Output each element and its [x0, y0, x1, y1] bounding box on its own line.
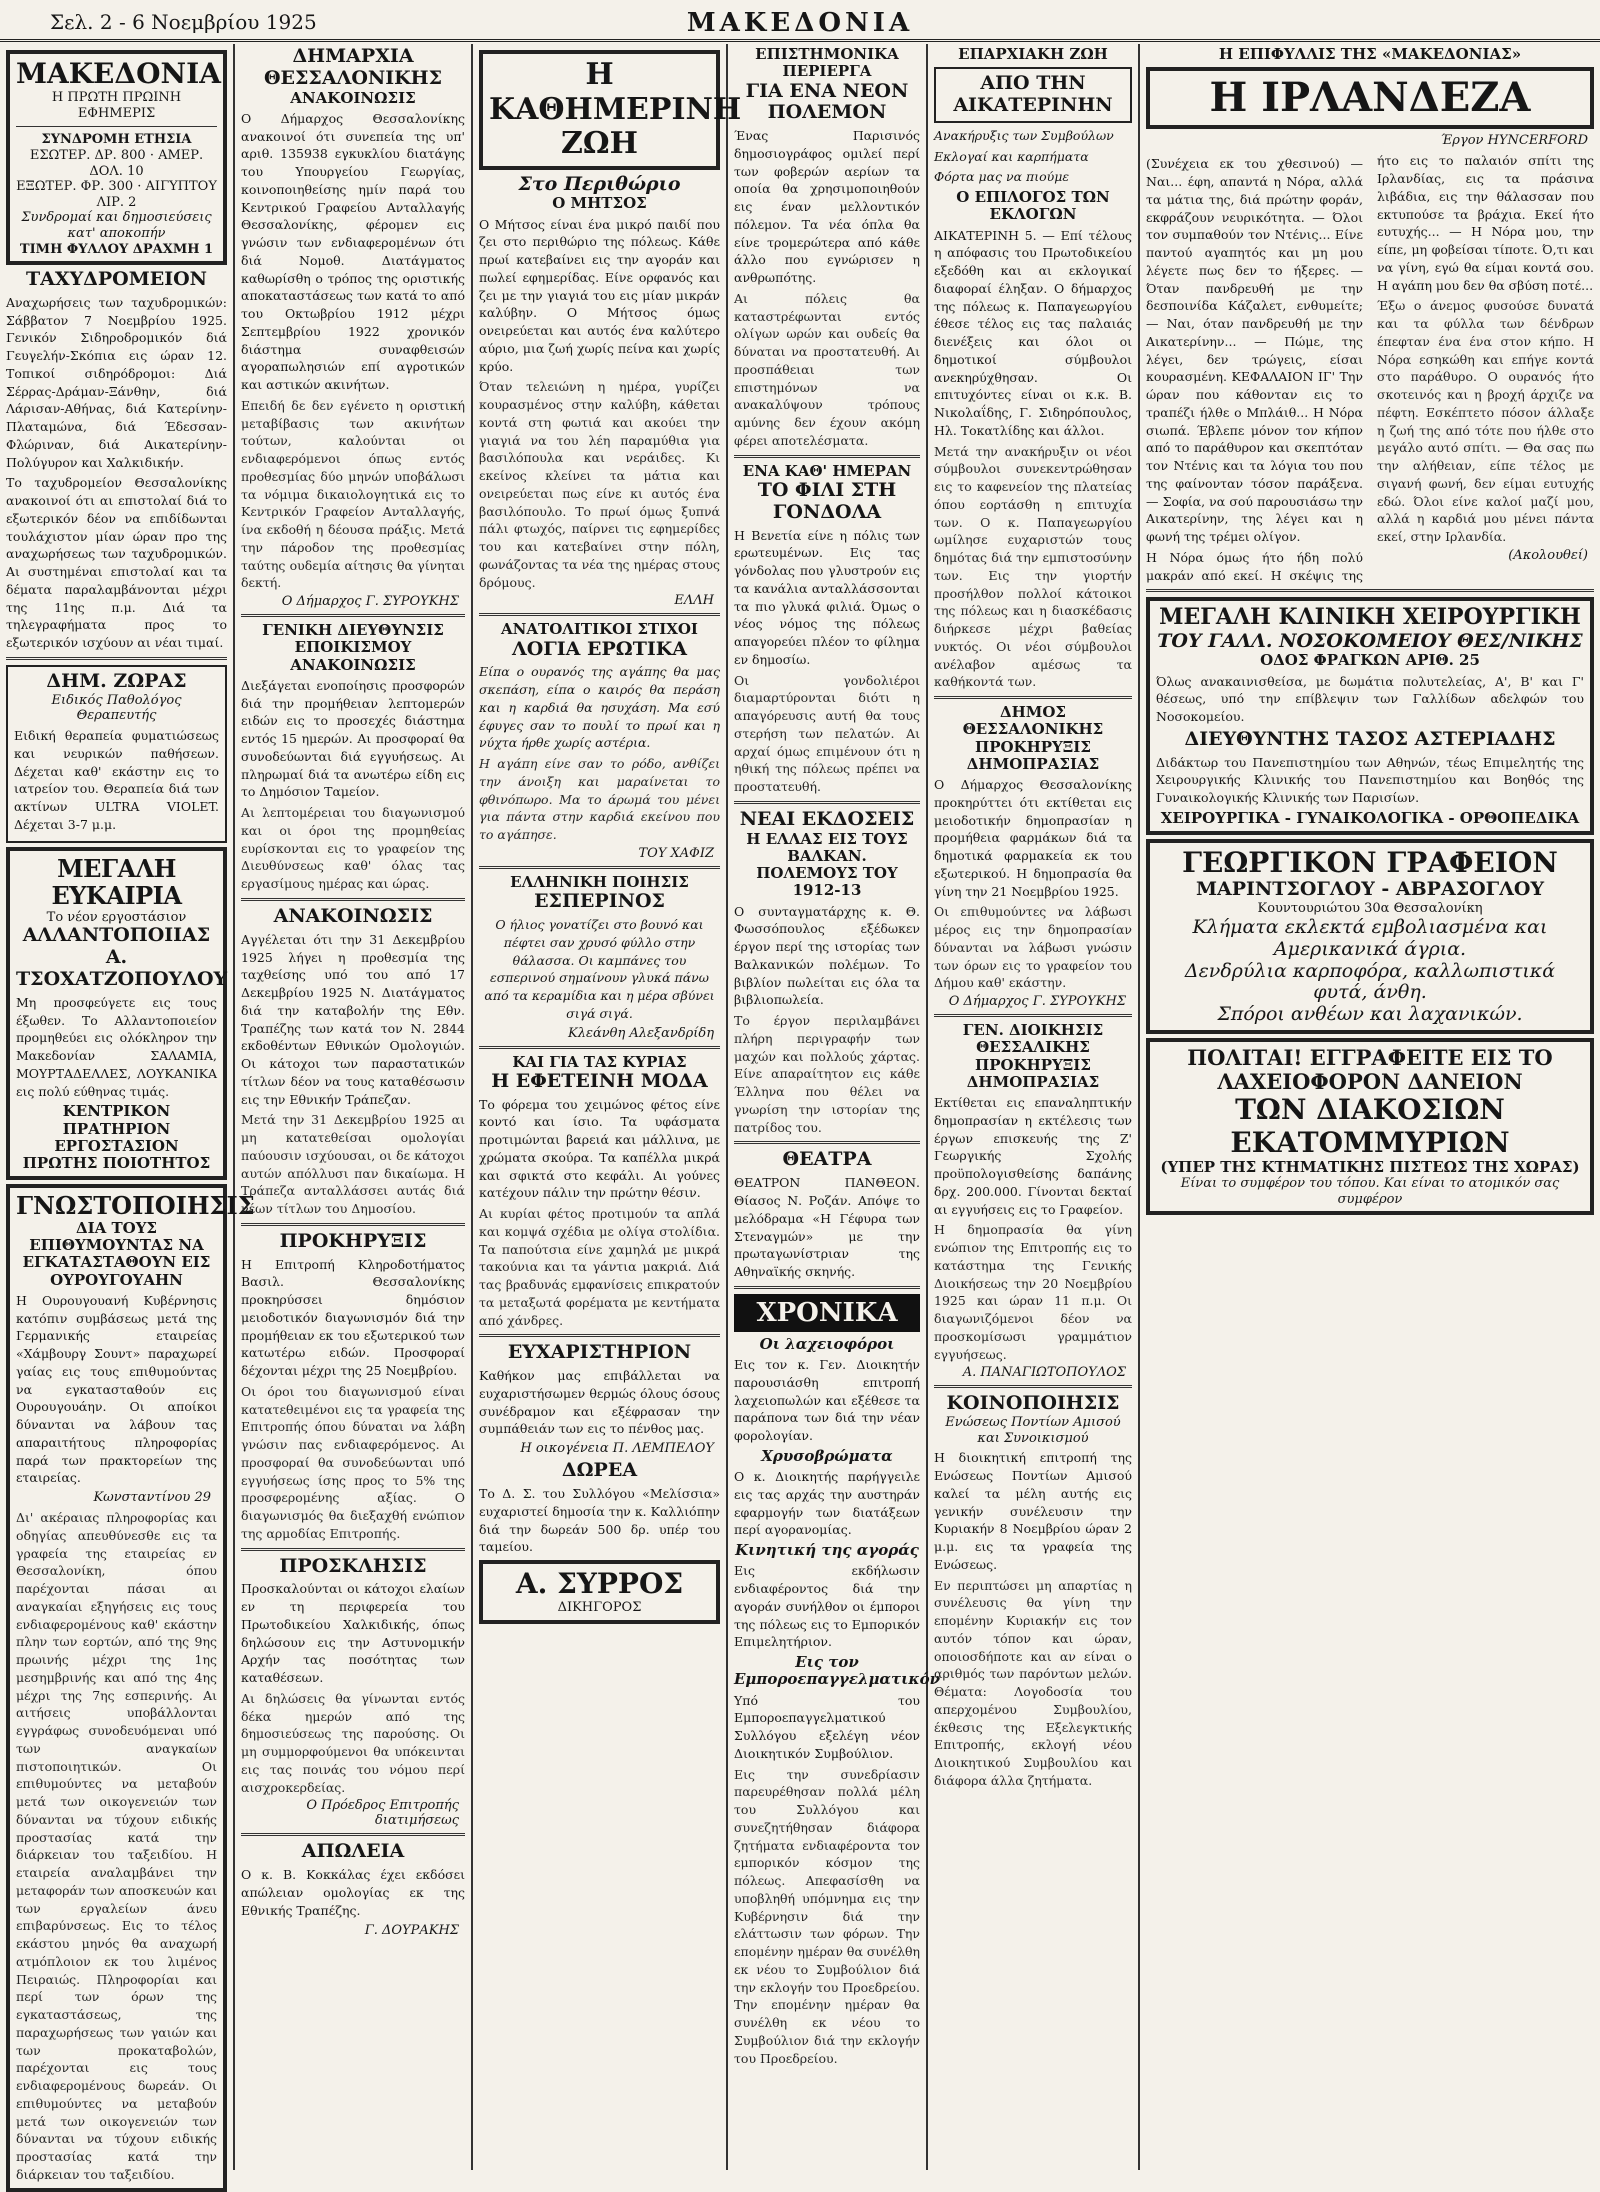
science-body: Ένας Παρισινός δημοσιογράφος ομιλεί περί των φοβερών αερίων τα οποία θα χρησιμοποιηθούν εις έναν μελλοντικόν πόλεμον. Τα νέα όπλα θα είνε τρομερώτερα από κάθε άλλο που εγνώρισεν η ανθρωπότης. [734, 128, 920, 286]
loan-main: ΤΩΝ ΔΙΑΚΟΣΙΩΝ ΕΚΑΤΟΜΜΥΡΙΩΝ [1230, 1093, 1510, 1159]
circular-body: Η διοικητική επιτροπή της Ενώσεως Ποντίων Αμισού καλεί τα μέλη αυτής εις γενικήν συνέλευσιν την Κυριακήν 8 Νοεμβρίου ώραν 2 μ.μ. εις τα γραφεία της Ενώσεως. [934, 1450, 1132, 1572]
serial-text: (Συνέχεια εκ του χθεσινού) — Ναι... έφη, απαντά η Νόρα, αλλά τα μάτια της, διά πρώτην φοράν, εκφράζουν νευρικότητα. — Όλοι τον συμπαθούν τον Ντένις... Είνε παντού αγαπητός και μη μου λέγετε πως δεν το ήξερες. — Όταν πανδρευθή με την δεσποινίδα Κάζαλετ, ενθυμείτε; — Ναι, όταν πανδρευθή με την Αικατερίνην... — Πώμε, της λέγει, δεν τρώγεις, είσαι κουρασμένη. ΚΕΦΑΛΑΙΟΝ ΙΓ' Την ώραν που κάθονταν εις το τραπέζι ήλθε ο Μπλάιθ... Η Νόρα σιωπά. Έβλεπε μόνον τον κήπον από το παράθυρον και σκεπτόταν τον Ντένις και τα λόγια του που της φαίνονταν τόσον παράξενα. — Σοφία, να σού παρουσιάσω την Αικατερίνην, της λέγει και η φωνή της τρέμει ολίγον. Η Νόρα όμως ήτο ήδη πολύ μακράν από εκεί. Η σκέψις της ήτο εις το παλαιόν σπίτι της Ιρλανδίας, εις τα πράσινα λιβάδια, εις την θάλασσαν που εκτυπούσε τα βράχια. Εκεί ήτο ευτυχής... — Η Νόρα μου, την είπε, μη φοβείσαι τίποτε. Ό,τι και να γίνη, εγώ θα είμαι κοντά σου. Η αγάπη μου δεν θα σβύση ποτέ... Έξω ο άνεμος φυσούσε δυνατά και τα φύλλα των δένδρων έπεφταν ένα ένα στον κήπο. Η Νόρα εσηκώθη και επήγε κοντά στο παράθυρο. Ο ουρανός ήτο σκοτεινός και η βροχή άρχιζε να πέφτη. Εσκέπτετο πόσον άλλαξε η ζωή της από τότε που ήλθε στο μεγάλο αυτό σπίτι. — Θα σας πω την αλήθειαν, είπε τέλος με σιγανή φωνή, δεν είμαι ευτυχής εδώ. Όλοι είνε καλοί μαζί μου, αλλά η καρδιά μου μένει πάντα εκεί, στην Ιρλανδία. (Ακολουθεί) [1146, 153, 1594, 583]
oriental-subheading: ΛΟΓΙΑ ΕΡΩΤΙΚΑ [512, 637, 687, 660]
elections-body: ΑΙΚΑΤΕΡΙΝΗ 5. — Επί τέλους η απόφασις του Πρωτοδικείου εξεδόθη και αι εκλογικαί διαφοραί έληξαν. Ο δήμαρχος της πόλεως κ. Παπαγεωργίου έθεσε τέλος εις τας παλαιάς διενέξεις και όλοι οι δημοτικοί σύμβουλοι ανεκηρύχθησαν. Οι επιτυχόντες είναι οι κ.κ. Β. Νικολαΐδης, Γ. Σιδηρόπουλος, Ηλ. Τοκατλίδης και άλλοι. [934, 227, 1132, 438]
loss-body: Ο κ. Β. Κοκκάλας έχει εκδόσει απώλειαν ομολογίας εκ της Εθνικής Τραπέζης. [241, 1867, 465, 1918]
poetry-subheading: ΕΣΠΕΡΙΝΟΣ [534, 890, 665, 913]
invitation-heading: ΠΡΟΣΚΛΗΣΙΣ [279, 1554, 427, 1577]
daily-body: Η Βενετία είνε η πόλις των ερωτευμένων. Εις τας γόνδολας που γλυστρούν εις τα κανάλια ανταλλάσσονται τα πιο γλυκά φιλιά. Όμως ο νέος νόμος της πόλεως απαγορεύει πλέον το φίλημα εν δημοσίω. [734, 527, 920, 667]
lawyer-ad [479, 1560, 720, 1624]
clinic-ad [1146, 597, 1594, 835]
thanks-heading: ΕΥΧΑΡΙΣΤΗΡΙΟΝ [507, 1341, 692, 1364]
serial-title: Η ΙΡΛΑΝΔΕΖΑ [1209, 74, 1531, 122]
clinic-director: ΔΙΕΥΘΥΝΤΗΣ ΤΑΣΟΣ ΑΣΤΕΡΙΑΔΗΣ [1184, 727, 1556, 750]
settlement-subheading: ΑΝΑΚΟΙΝΩΣΙΣ [290, 655, 416, 674]
paper-name: ΜΑΚΕΔΟΝΙΑ [686, 8, 914, 38]
donation-heading: ΔΩΡΕΑ [561, 1459, 638, 1482]
serial-continued: (Ακολουθεί) [1508, 547, 1588, 563]
farm-line-2: Δενδρύλια καρποφόρα, καλλωπιστικά φυτά, άνθη. [1184, 959, 1556, 1004]
column-1 [0, 44, 255, 2182]
announcement-body: Αγγέλεται ότι την 31 Δεκεμβρίου 1925 λήγει η προθεσμία της ταχθείσης υπό του από 17 Δεκεμβρίου 1925 Ν. Διατάγματος διά την καταβολήν της Εθν. Τραπέζης των κατά τον Ν. 2844 εκδοθέντων Εθνικών Ομολογιών. Οι κάτοχοι των παραστατικών τίτλων δέον να τους καταθέσωσιν εις την Εθνικήν Τράπεζαν. [241, 931, 465, 1107]
farm-name: ΜΑΡΙΝΤΣΟΓΛΟΥ - ΑΒΡΑΣΟΓΛΟΥ [1195, 878, 1545, 901]
issue-price: ΤΙΜΗ ΦΥΛΛΟΥ ΔΡΑΧΜΗ 1 [19, 241, 214, 257]
margin-body: Ο Μήτσος είναι ένα μικρό παιδί που ζει στο περιθώριο της πόλεως. Κάθε πρωί κατεβαίνει εις την αγοράν και πωλεί εφημερίδας. Είνε ορφανός και ζει με την γιαγιά του εις μίαν μικράν καλύβην. Ο Μήτσος όμως ονειρεύεται και αυτός ένα καλύτερο αύριο, μια ζωή χωρίς πείνα και χωρίς κρύο. [479, 216, 720, 374]
loan-title: ΠΟΛΙΤΑΙ! ΕΓΓΡΑΦΕΙΤΕ ΕΙΣ ΤΟ ΛΑΧΕΙΟΦΟΡΟΝ ΔΑΝΕΙΟΝ [1187, 1045, 1553, 1095]
post-note: Το ταχυδρομείον Θεσσαλονίκης ανακοινοί ότι αι επιστολαί διά το εξωτερικόν δέον να επιδίδωνται τουλάχιστον μίαν ώραν προ της αναχωρήσεως των ταχυδρομικών. Αι συστημέναι επιστολαί και τα δέματα παραλαμβάνονται μέχρι της 11ης π.μ. Διά τα τηλεγραφήματα προς το εξωτερικόν ισχύουν αι νέαι τιμαί. [6, 475, 227, 651]
daily-life-title: Η ΚΑΘΗΜΕΡΙΝΗ ΖΩΗ [489, 57, 742, 161]
sausage-ad [6, 847, 227, 1181]
poetry-body: Ο ήλιος γονατίζει στο βουνό και πέφτει σαν χρυσό φύλλο στην θάλασσα. Οι καμπάνες του εσπερινού σημαίνουν γλυκά πάνω από τα κεραμίδια και η μέρα σβύνει σιγά σιγά. [484, 917, 715, 1021]
farm-line-3: Σπόροι ανθέων και λαχανικών. [1217, 1003, 1523, 1026]
daily-life-banner [479, 50, 742, 170]
chronicle-2-body: Ο κ. Διοικητής παρήγγειλε εις τας αρχάς την αυστηράν εφαρμογήν των διατάξεων περί αγορανομίας. [734, 1469, 920, 1538]
serial-author: Έργον HYNCERFORD [1440, 133, 1588, 149]
municipality-subheading: ΑΝΑΚΟΙΝΩΣΙΣ [290, 88, 416, 107]
science-subheading: ΓΙΑ ΕΝΑ ΝΕΟΝ ΠΟΛΕΜΟΝ [745, 79, 909, 124]
municipality-2-body: Ο Δήμαρχος Θεσσαλονίκης προκηρύττει ότι εκτίθεται εις μειοδοτικήν δημοπρασίαν η προμήθεια φαρμάκων διά τα δημοτικά φαρμακεία εκ του εξωτερικού. Η δημοπρασία θα γίνη την 21 Νοεμβρίου 1925. [934, 777, 1132, 899]
sale-company: ΑΛΛΑΝΤΟΠΟΙΙΑΣ Α. ΤΣΟΧΑΤΖΟΠΟΥΛΟΥ [16, 924, 228, 990]
subscription-line-1: ΕΣΩΤΕΡ. ΔΡ. 800 · ΑΜΕΡ. ΔΟΛ. 10 [29, 147, 204, 179]
page-date: Σελ. 2 - 6 Νοεμβρίου 1925 [50, 10, 317, 34]
governorate-signature: Α. ΠΑΝΑΓΙΩΤΟΠΟΥΛΟΣ [962, 1365, 1126, 1381]
chronicle-1-body: Εις τον κ. Γεν. Διοικητήν παρουσιάσθη επιτροπή λαχειοπωλών και εξέθεσε τα παράπονα των διά την νέαν φορολογίαν. [734, 1357, 920, 1444]
editions-heading: ΝΕΑΙ ΕΚΔΟΣΕΙΣ [739, 807, 915, 830]
daily-subheading: ΤΟ ΦΙΛΙ ΣΤΗ ΓΟΝΔΟΛΑ [757, 478, 897, 523]
uruguay-notice: ΓΝΩΣΤΟΠΟΙΗΣΙΣ ΔΙΑ ΤΟΥΣ ΕΠΙΘΥΜΟΥΝΤΑΣ ΝΑ ΕΓΚΑΤΑΣΤΑΘΟΥΝ ΕΙΣ ΟΥΡΟΥΓΟΥΑΗΝ Η Ουρουγουανή Κυβέρνησις κατόπιν συμβάσεως μετά της Γερμανικής εταιρείας «Χάμβουργ Σουντ» παραχωρεί γαίας εις τους επιθυμούντας να εγκατασταθούν εις Ουρουγουάην. Οι αποίκοι δύνανται να λάβουν τας απαραιτήτους πληροφορίας παρά των πρακτορείων της εταιρείας. Κωνσταντίνου 29 Δι' ακέραιας πληροφορίας και οδηγίας απευθύνεσθε εις τα γραφεία της εταιρείας εν Θεσσαλονίκη, όπου παρέχονται πάσαι αι αναγκαίαι εξηγήσεις εις τους ενδιαφερομένους καθ' εκάστην πλην των εορτών, από της 9ης πρωινής μέχρι της 1ης μεσημβρινής και από της 4ης μέχρι της 7ης εσπερινής. Αι αιτήσεις υποβάλλονται εγγράφως συνοδευόμεναι υπό των αναγκαίων πιστοποιητικών. Οι επιθυμούντες να μεταβούν μετά των οικογενειών των δύνανται να τύχουν ειδικής προστασίας κατά την διάρκειαν του ταξειδίου. Η εταιρεία αναλαμβάνει την μεταφοράν των αποσκευών και των εργαλείων άνευ επιβαρύνσεως. Εις το τέλος εκάστου μηνός θα αναχωρή ατμόπλοιον εκ του λιμένος Πειραιώς. Πληροφορίαι και περί των όρων της εγκαταστάσεως, της παραχωρήσεως των γαιών και των προκαταβολών, παρέχονται εις τους ενδιαφερομένους δωρεάν. Οι επιθυμούντες να μεταβούν μετά των οικογενειών των δύνανται να τύχουν ειδικής προστασίας κατά την διάρκειαν του ταξειδίου. [6, 1184, 227, 2191]
sale-subtitle: Το νέον εργοστάσιον [46, 909, 187, 925]
governorate-subheading: ΠΡΟΚΗΡΥΞΙΣ ΔΗΜΟΠΡΑΣΙΑΣ [966, 1055, 1100, 1091]
doctor-ad [6, 665, 227, 843]
lawyer-title: ΔΙΚΗΓΟΡΟΣ [557, 1600, 642, 1616]
ladies-body: Το φόρεμα του χειμώνος φέτος είνε κοντό και ίσιο. Τα υφάσματα προτιμώνται βαρειά και μάλλινα, με χρώματα σκούρα. Τα καπέλλα μικρά και σφικτά στο κεφάλι. Αι γούνες κατέχουν πάλιν την πρώτην θέσιν. [479, 1096, 720, 1201]
subscription-line-2: ΕΞΩΤΕΡ. ΦΡ. 300 · ΑΙΓΥΠΤΟΥ ΛΙΡ. 2 [16, 179, 217, 210]
daily-heading: ΕΝΑ ΚΑΘ' ΗΜΕΡΑΝ [742, 461, 912, 480]
invitation-body: Προσκαλούνται οι κάτοχοι ελαίων εν τη περιφερεία του Πρωτοδικείου Χαλκιδικής, όπως δηλώσουν εις την Αστυνομικήν Αρχήν τας ποσότητας των καταθέσεων. [241, 1581, 465, 1686]
proclamation-heading: ΠΡΟΚΗΡΥΞΙΣ [279, 1229, 427, 1252]
chronicles-banner: ΧΡΟΝΙΚΑ [734, 1294, 920, 1332]
serial-kicker: Η ΕΠΙΦΥΛΛΙΣ ΤΗΣ «ΜΑΚΕΔΟΝΙΑΣ» [1218, 45, 1522, 63]
column-5: ΕΠΑΡΧΙΑΚΗ ΖΩΗ ΑΠΟ ΤΗΝ ΑΙΚΑΤΕΡΙΝΗΝ Ανακήρυξις των Συμβούλων Εκλογαί και καρπήματα Φόρτα μας να πιούμε Ο ΕΠΙΛΟΓΟΣ ΤΩΝ ΕΚΛΟΓΩΝ ΑΙΚΑΤΕΡΙΝΗ 5. — Επί τέλους η απόφασις του Πρωτοδικείου εξεδόθη και αι εκλογικαί διαφοραί έληξαν. Ο δήμαρχος της πόλεως κ. Παπαγεωργίου έθεσε τέλος εις τας παλαιάς διενέξεις και όλοι οι δημοτικοί σύμβουλοι ανεκηρύχθησαν. Οι επιτυχόντες είναι οι κ.κ. Β. Νικολαΐδης, Γ. Σιδηρόπουλος, Ηλ. Τοκατλίδης και άλλοι. Μετά την ανακήρυξιν οι νέοι σύμβουλοι συνεκεντρώθησαν εις το καφενείον της πλατείας όπου εορτάσθη η επιτυχία των. Ο κ. Παπαγεωργίου ωμίλησε ευχαριστών τους δημότας διά την εμπιστοσύνην των. Εις την γιορτήν προσήλθον πολλοί κάτοικοι της πόλεως και η διασκέδασις διήρκεσε μέχρι βαθείας νυκτός. Οι νέοι σύμβουλοι ανέλαβον αμέσως τα καθήκοντά των. ΔΗΜΟΣ ΘΕΣΣΑΛΟΝΙΚΗΣ ΠΡΟΚΗΡΥΞΙΣ ΔΗΜΟΠΡΑΣΙΑΣ Ο Δήμαρχος Θεσσαλονίκης προκηρύττει ότι εκτίθεται εις μειοδοτικήν δημοπρασίαν η προμήθεια φαρμάκων διά τα δημοτικά φαρμακεία εκ του εξωτερικού. Η δημοπρασία θα γίνη την 21 Νοεμβρίου 1925. Οι επιθυμούντες να λάβωσι μέρος εις την δημοπρασίαν δύνανται να λάβωσι γνώσιν των όρων εις το γραφείον του Δήμου καθ' εκάστην. Ο Δήμαρχος Γ. ΣΥΡΟΥΚΗΣ ΓΕΝ. ΔΙΟΙΚΗΣΙΣ ΘΕΣΣΑΛΙΚΗΣ ΠΡΟΚΗΡΥΞΙΣ ΔΗΜΟΠΡΑΣΙΑΣ Εκτίθεται εις επαναληπτικήν δημοπρασίαν η εκτέλεσις των έργων επισκευής της Ζ' Γεωργικής Σχολής προϋπολογισθείσης δαπάνης δρχ. 200.000. Γίνονται δεκταί αι εγγυήσεις εις το Γραφείον. Η δημοπρασία θα γίνη ενώπιον της Επιτροπής εις το κατάστημα της Γενικής Διοικήσεως την 20 Νοεμβρίου 1925 και ώραν 11 π.μ. Οι διαγωνιζόμενοι δέον να προσκομίσωσι γραμμάτιον εγγυήσεως. Α. ΠΑΝΑΓΙΩΤΟΠΟΥΛΟΣ ΚΟΙΝΟΠΟΙΗΣΙΣ Ενώσεως Ποντίων Αμισού και Συνοικισμού Η διοικητική επιτροπή της Ενώσεως Ποντίων Αμισού καλεί τα μέλη αυτής εις γενικήν συνέλευσιν την Κυριακήν 8 Νοεμβρίου ώραν 2 μ.μ. εις τα γραφεία της Ενώσεως. Εν περιπτώσει μη απαρτίας η συνέλευσις θα γίνη την επομένην Κυριακήν εις τον αυτόν τόπον και ώραν, οποιοσδήποτε και αν είναι ο αριθμός των παρόντων μελών. Θέματα: Λογοδοσία του απερχομένου Συμβουλίου, έκθεσις της Εξελεγκτικής Επιτροπής, εκλογή νέου Διοικητικού Συμβουλίου και διάφορα άλλα ζητήματα. [928, 44, 1140, 2170]
logo-subtitle: Η ΠΡΩΤΗ ΠΡΩΙΝΗ ΕΦΗΜΕΡΙΣ [51, 90, 182, 121]
subscription-line-3: Συνδρομαί και δημοσιεύσεις κατ' αποκοπήν [21, 210, 212, 241]
loan-ad [1146, 1038, 1594, 1215]
province-title: ΑΠΟ ΤΗΝ ΑΙΚΑΤΕΡΙΝΗΝ [953, 72, 1113, 117]
thanks-signature: Η οικογένεια Π. ΛΕΜΠΕΛΟΥ [520, 1441, 714, 1457]
farm-office-ad [1146, 839, 1594, 1034]
post-body: Αναχωρήσεις των ταχυδρομικών: Σάββατον 7 Νοεμβρίου 1925. Γενικόν Σιδηροδρομικόν διά Γευγελήν-Σκόπια εις ώραν 12. Τοπικοί σιδηρόδρομοι: Διά Σέρρας-Δράμαν-Ξάνθην, διά Λάρισαν-Αθήνας, διά Κατερίνην-Πλαταμώνα, διά Έδεσσαν-Φλώριναν, διά Αικατερίνην-Πολύγυρον και Χαλκιδικήν. [6, 294, 227, 470]
donation-body: Το Δ. Σ. του Συλλόγου «Μελίσσια» ευχαριστεί δημοσία την κ. Καλλιόπην διά την δωρεάν 500 δρ. υπέρ του ταμείου. [479, 1486, 720, 1555]
column-4: ΕΠΙΣΤΗΜΟΝΙΚΑ ΠΕΡΙΕΡΓΑ ΓΙΑ ΕΝΑ ΝΕΟΝ ΠΟΛΕΜΟΝ Ένας Παρισινός δημοσιογράφος ομιλεί περί των φοβερών αερίων τα οποία θα χρησιμοποιηθούν εις έναν μελλοντικόν πόλεμον. Τα νέα όπλα θα είνε τρομερώτερα από κάθε άλλο που εγνώρισεν η ανθρωπότης. Αι πόλεις θα καταστρέφωνται εντός ολίγων ωρών και ουδείς θα δύναται να προστατευθή. Αι προσπάθειαι των επιστημόνων να ανακαλύψουν τρόπους αμύνης δεν έχουν ακόμη φέρει αποτελέσματα. ΕΝΑ ΚΑΘ' ΗΜΕΡΑΝ ΤΟ ΦΙΛΙ ΣΤΗ ΓΟΝΔΟΛΑ Η Βενετία είνε η πόλις των ερωτευμένων. Εις τας γόνδολας που γλυστρούν εις τα κανάλια ανταλλάσσονται τα πιο γλυκά φιλιά. Όμως ο νέος νόμος της πόλεως απαγορεύει πλέον το φίλημα εν δημοσίω. Οι γονδολιέροι διαμαρτύρονται διότι η απαγόρευσις αυτή θα τους στερήση των πελατών. Αι αρχαί όμως επιμένουν ότι η ηθική της πόλεως πρέπει να προστατευθή. ΝΕΑΙ ΕΚΔΟΣΕΙΣ Η ΕΛΛΑΣ ΕΙΣ ΤΟΥΣ ΒΑΛΚΑΝ. ΠΟΛΕΜΟΥΣ ΤΟΥ 1912-13 Ο συνταγματάρχης κ. Θ. Φωσσόπουλος εξέδωκεν έργον περί της ιστορίας των Βαλκανικών πολέμων. Το βιβλίον πωλείται εις όλα τα βιβλιοπωλεία. Το έργον περιλαμβάνει πλήρη περιγραφήν των μαχών και πολλούς χάρτας. Είνε απαραίτητον εις κάθε Έλληνα που θέλει να γνωρίση την ιστορίαν της πατρίδος του. ΘΕΑΤΡΑ ΘΕΑΤΡΟΝ ΠΑΝΘΕΟΝ. Θίασος Ν. Ροζάν. Απόψε το μελόδραμα «Η Γέφυρα των Στεναγμών» με την πρωταγωνίστριαν της Αθηναϊκής σκηνής. ΧΡΟΝΙΚΑ Οι λαχειοφόροι Εις τον κ. Γεν. Διοικητήν παρουσιάσθη επιτροπή λαχειοπωλών και εξέθεσε τα παράπονα των διά την νέαν φορολογίαν. Χρυσοβρώματα Ο κ. Διοικητής παρήγγειλε εις τας αρχάς την αυστηράν εφαρμογήν των διατάξεων περί αγορανομίας. Κινητική της αγοράς Εις εκδήλωσιν ενδιαφέροντος διά την αγοράν συνήλθον οι έμποροι της πόλεως εις το Εμπορικόν Επιμελητήριον. Εις τον Εμποροεπαγγελματικόν Υπό του Εμποροεπαγγελματικού Συλλόγου εξελέγη νέον Διοικητικόν Συμβούλιον. Εις την συνεδρίασιν παρευρέθησαν πολλά μέλη του Συλλόγου και συνεζητήθησαν διάφορα ζητήματα ενδιαφέροντα τον εμπορικόν κόσμον της πόλεως. Απεφασίσθη να υποβληθή υπόμνημα εις την Κυβέρνησιν διά την ελάττωσιν των φόρων. Την επομένην ημέραν θα συνέλθη εκ νέου το Συμβούλιον διά την εκλογήν του Προεδρείου. Την επομένην ημέραν θα συνέλθη εκ νέου το Συμβούλιον διά την εκλογήν του Προεδρείου. [728, 44, 928, 2170]
province-bullet-2: Εκλογαί και καρπήματα [934, 148, 1089, 164]
doctor-name: ΔΗΜ. ΖΩΡΑΣ [46, 669, 187, 692]
proclamation-body: Η Επιτροπή Κληροδοτήματος Βασιλ. Θεσσαλονίκης προκηρύσσει δημόσιον μειοδοτικόν διαγωνισμόν διά την προμήθειαν εκ του εξωτερικού των κατωτέρω ειδών. Προσφοραί δέχονται μέχρι της 25 Νοεμβρίου. [241, 1256, 465, 1379]
column-6 [1140, 44, 1600, 2170]
loss-signature: Γ. ΔΟΥΡΑΚΗΣ [364, 1922, 459, 1938]
chronicle-3-heading: Κινητική της αγοράς [735, 1541, 919, 1560]
subscription-title: ΣΥΝΔΡΟΜΗ ΕΤΗΣΙΑ [41, 132, 192, 148]
serial-title-box [1146, 67, 1594, 129]
clinic-subtitle: ΤΟΥ ΓΑΛΛ. ΝΟΣΟΚΟΜΕΙΟΥ ΘΕΣ/ΝΙΚΗΣ [1157, 629, 1583, 652]
sale-title: ΜΕΓΑΛΗ ΕΥΚΑΙΡΙΑ [51, 853, 182, 911]
governorate-body: Εκτίθεται εις επαναληπτικήν δημοπρασίαν η εκτέλεσις των έργων επισκευής της Ζ' Γεωργικής Σχολής προϋπολογισθείσης δαπάνης δρχ. 200.000. Γίνονται δεκταί αι εγγυήσεις εις το Γραφείον. [934, 1095, 1132, 1217]
municipality-2-subheading: ΠΡΟΚΗΡΥΞΙΣ ΔΗΜΟΠΡΑΣΙΑΣ [966, 737, 1100, 773]
logo-box [6, 50, 227, 265]
settlement-heading: ΓΕΝΙΚΗ ΔΙΕΥΘΥΝΣΙΣ ΕΠΟΙΚΙΣΜΟΥ [262, 621, 444, 657]
municipality-2-signature: Ο Δήμαρχος Γ. ΣΥΡΟΥΚΗΣ [948, 994, 1126, 1010]
circular-subheading: Ενώσεως Ποντίων Αμισού και Συνοικισμού [945, 1415, 1121, 1446]
loan-subtitle: (ΥΠΕΡ ΤΗΣ ΚΤΗΜΑΤΙΚΗΣ ΠΙΣΤΕΩΣ ΤΗΣ ΧΩΡΑΣ) [1160, 1157, 1580, 1176]
editions-body: Ο συνταγματάρχης κ. Θ. Φωσσόπουλος εξέδωκεν έργον περί της ιστορίας των Βαλκανικών πολέμων. Το βιβλίον πωλείται εις όλα τα βιβλιοπωλεία. [734, 903, 920, 1008]
loan-tagline: Είναι το συμφέρον του τόπου. Και είναι το ατομικόν σας συμφέρον [1180, 1175, 1560, 1207]
oriental-heading: ΑΝΑΤΟΛΙΤΙΚΟΙ ΣΤΙΧΟΙ [501, 620, 698, 639]
clinic-body: Όλως ανακαινισθείσα, με δωμάτια πολυτελείας, Α', Β' και Γ' θέσεως, υπό την επίβλεψιν των Γαλλίδων αδελφών του Νοσοκομείου. [1156, 673, 1584, 725]
doctor-body: Ειδική θεραπεία φυματιώσεως και νευρικών παθήσεων. Δέχεται καθ' εκάστην εις το ιατρείον του. Θεραπεία διά των ακτίνων ULTRA VIOLET. Δέχεται 3-7 μ.μ. [14, 728, 219, 832]
notice-title: ΓΝΩΣΤΟΠΟΙΗΣΙΣ [16, 1191, 255, 1221]
sale-quality: ΠΡΩΤΗΣ ΠΟΙΟΤΗΤΟΣ [22, 1154, 211, 1173]
municipality-2-heading: ΔΗΜΟΣ ΘΕΣΣΑΛΟΝΙΚΗΣ [962, 703, 1104, 739]
margin-subheading: Ο ΜΗΤΣΟΣ [552, 194, 647, 213]
clinic-director-body: Διδάκτωρ του Πανεπιστημίου των Αθηνών, τέως Επιμελητής της Χειρουργικής Κλινικής του Πανεπιστημίου και Βοηθός της Γυναικολογικής Κλινικής των Παρισίων. [1156, 754, 1584, 806]
sale-store: ΚΕΝΤΡΙΚΟΝ ΠΡΑΤΗΡΙΟΝ [62, 1102, 171, 1138]
farm-title: ΓΕΩΡΓΙΚΟΝ ΓΡΑΦΕΙΟΝ [1182, 846, 1558, 880]
province-bullet-1: Ανακήρυξις των Συμβούλων [934, 127, 1114, 143]
chronicle-4-body: Υπό του Εμποροεπαγγελματικού Συλλόγου εξελέγη νέον Διοικητικόν Συμβούλιον. [734, 1692, 920, 1761]
poetry-heading: ΕΛΛΗΝΙΚΗ ΠΟΙΗΣΙΣ [510, 872, 689, 891]
thanks-body: Καθήκον μας επιβάλλεται να ευχαριστήσωμεν θερμώς όλους όσους συνέδραμον και εξέφρασαν την συμπάθειάν των εις το πένθος μας. [479, 1368, 720, 1437]
settlement-body: Διεξάγεται ενοποίησις προσφορών διά την προμήθειαν λεπτομερών ειδών εις το προσεχές διάστημα εντός 15 ημερών. Αι προσφοραί θα συνοδεύωνται διά εγγυήσεως. Αι πληρωμαί διά τα ανωτέρω είδη εις το Δημόσιον Ταμείον. [241, 677, 465, 800]
invitation-signature: Ο Πρόεδρος Επιτροπής διατιμήσεως [306, 1798, 459, 1829]
column-2: ΔΗΜΑΡΧΙΑ ΘΕΣΣΑΛΟΝΙΚΗΣ ΑΝΑΚΟΙΝΩΣΙΣ Ο Δήμαρχος Θεσσαλονίκης ανακοινοί ότι συνεπεία της υπ' αριθ. 135938 εγκυκλίου διατάγης του Υπουργείου Γεωργίας, κοινοποιηθείσης ημίν παρά του Κεντρικού Γραφείου Ανταλλαγής Θεσσαλονίκης, φέρομεν εις γνώσιν των ενδιαφερομένων ότι διά Νομοθ. Διατάγματος καθωρίσθη ο τρόπος της οριστικής αποκαταστάσεως των κατά το από του Οκτωβρίου 1912 μέχρι Σεπτεμβρίου 1922 χρονικόν διάστημα συναφθεισών αγοραπωλησιών επί αγροτικών και αστικών ακινήτων. Επειδή δε δεν εγένετο η οριστική μεταβίβασις των ακινήτων τούτων, καλούνται οι ενδιαφερόμενοι όπως εντός προθεσμίας δύο μηνών υποβάλωσι τα νόμιμα δικαιολογητικά εις το Κεντρικόν Γραφείον Ανταλλαγής, ίνα εκδοθή η δέουσα πράξις. Μετά την πάροδον της προθεσμίας ταύτης ουδεμία αίτησις θα γίνηται δεκτή. Ο Δήμαρχος Γ. ΣΥΡΟΥΚΗΣ ΓΕΝΙΚΗ ΔΙΕΥΘΥΝΣΙΣ ΕΠΟΙΚΙΣΜΟΥ ΑΝΑΚΟΙΝΩΣΙΣ Διεξάγεται ενοποίησις προσφορών διά την προμήθειαν λεπτομερών ειδών εις το προσεχές διάστημα εντός 15 ημερών. Αι προσφοραί θα συνοδεύωνται διά εγγυήσεως. Αι πληρωμαί διά τα ανωτέρω είδη εις το Δημόσιον Ταμείον. Αι λεπτομέρειαι του διαγωνισμού και οι όροι της προμηθείας ευρίσκονται εις το γραφείον της Διευθύνσεως καθ' όλας τας εργασίμους ημέρας και ώρας. ΑΝΑΚΟΙΝΩΣΙΣ Αγγέλεται ότι την 31 Δεκεμβρίου 1925 λήγει η προθεσμία της ταχθείσης υπό του από 17 Δεκεμβρίου 1925 Ν. Διατάγματος διά την καταβολήν της Εθν. Τραπέζης των κατά τον Ν. 2844 εκδοθέντων Εθνικών Ομολογιών. Οι κάτοχοι των παραστατικών τίτλων δέον να τους καταθέσωσιν εις την Εθνικήν Τράπεζαν. Μετά την 31 Δεκεμβρίου 1925 αι μη κατατεθείσαι ομολογίαι παύουσιν ισχύουσαι, οι δε κάτοχοι αυτών απόλλυσι παν δικαίωμα. Η Τράπεζα ανταλλάσσει αυτάς διά νέων τίτλων του Δημοσίου. ΠΡΟΚΗΡΥΞΙΣ Η Επιτροπή Κληροδοτήματος Βασιλ. Θεσσαλονίκης προκηρύσσει δημόσιον μειοδοτικόν διαγωνισμόν διά την προμήθειαν εκ του εξωτερικού των κατωτέρω ειδών. Προσφοραί δέχονται μέχρι της 25 Νοεμβρίου. Οι όροι του διαγωνισμού είναι κατατεθειμένοι εις τα γραφεία της Επιτροπής όπου δύναται να λάβη γνώσιν πας ενδιαφερόμενος. Αι προσφοραί θα συνοδεύωνται υπό εγγυήσεως ίσης προς το 5% της προσφερομένης αξίας. Ο διαγωνισμός θα διεξαχθή ενώπιον της αρμοδίας Επιτροπής. ΠΡΟΣΚΛΗΣΙΣ Προσκαλούνται οι κάτοχοι ελαίων εν τη περιφερεία του Πρωτοδικείου Χαλκιδικής, όπως δηλώσουν εις την Αστυνομικήν Αρχήν τας ποσότητας των καταθέσεων. Αι δηλώσεις θα γίνωνται εντός δέκα ημερών από της δημοσιεύσεως της παρούσης. Οι μη συμμορφούμενοι θα υπόκεινται εις τας ποινάς του νόμου περί αισχροκερδείας. Ο Πρόεδρος Επιτροπής διατιμήσεως ΑΠΩΛΕΙΑ Ο κ. Β. Κοκκάλας έχει εκδόσει απώλειαν ομολογίας εκ της Εθνικής Τραπέζης. Γ. ΔΟΥΡΑΚΗΣ [235, 44, 473, 2170]
chronicle-3-body: Εις εκδήλωσιν ενδιαφέροντος διά την αγοράν συνήλθον οι έμποροι της πόλεως εις το Εμπορικόν Επιμελητήριον. [734, 1563, 920, 1650]
farm-address: Κουντουριώτου 30α Θεσσαλονίκη [1257, 901, 1483, 917]
lawyer-name: Α. ΣΥΡΡΟΣ [515, 1567, 684, 1601]
notice-subtitle: ΔΙΑ ΤΟΥΣ ΕΠΙΘΥΜΟΥΝΤΑΣ ΝΑ ΕΓΚΑΤΑΣΤΑΘΟΥΝ ΕΙΣ ΟΥΡΟΥΓΟΥΑΗΝ [22, 1218, 211, 1289]
doctor-specialty: Ειδικός Παθολόγος Θεραπευτής [51, 692, 182, 724]
province-bullet-3: Φόρτα μας να πιούμε [934, 169, 1070, 185]
clinic-address: ΟΔΟΣ ΦΡΑΓΚΩΝ ΑΡΙΘ. 25 [1260, 651, 1480, 670]
masthead [0, 0, 1600, 42]
chronicle-1-heading: Οι λαχειοφόροι [759, 1334, 895, 1353]
governorate-heading: ΓΕΝ. ΔΙΟΙΚΗΣΙΣ ΘΕΣΣΑΛΙΚΗΣ [962, 1021, 1104, 1057]
theatre-body: ΘΕΑΤΡΟΝ ΠΑΝΘΕΟΝ. Θίασος Ν. Ροζάν. Απόψε το μελόδραμα «Η Γέφυρα των Στεναγμών» με την πρωταγωνίστριαν της Αθηναϊκής σκηνής. [734, 1175, 920, 1280]
post-heading: ΤΑΧΥΔΡΟΜΕΙΟΝ [25, 268, 208, 291]
poetry-signature: Κλεάνθη Αλεξανδρίδη [568, 1025, 714, 1041]
margin-signature: ΕΛΛΗ [674, 593, 714, 609]
farm-line-1: Κλήματα εκλεκτά εμβολιασμένα και Αμερικανικά άγρια. [1192, 915, 1548, 960]
editions-subheading: Η ΕΛΛΑΣ ΕΙΣ ΤΟΥΣ ΒΑΛΚΑΝ. ΠΟΛΕΜΟΥΣ ΤΟΥ 1912-13 [746, 829, 908, 900]
chronicle-2-heading: Χρυσοβρώματα [761, 1446, 893, 1465]
circular-heading: ΚΟΙΝΟΠΟΙΗΣΙΣ [946, 1392, 1120, 1415]
oriental-body: Είπα ο ουρανός της αγάπης θα μας σκεπάση, είπα ο καιρός θα περάση και η καρδιά θα ησυχάση. Μα εσύ έφυγες σαν το πουλί το πρωί και η νύχτα ήρθε χωρίς αστέρια. [479, 664, 720, 751]
science-heading: ΕΠΙΣΤΗΜΟΝΙΚΑ ΠΕΡΙΕΡΓΑ [755, 45, 899, 81]
ladies-subheading: Η ΕΦΕΤΕΙΝΗ ΜΟΔΑ [491, 1069, 708, 1092]
municipality-body: Ο Δήμαρχος Θεσσαλονίκης ανακοινοί ότι συνεπεία της υπ' αριθ. 135938 εγκυκλίου διατάγης του Υπουργείου Γεωργίας, κοινοποιηθείσης ημίν παρά του Κεντρικού Γραφείου Ανταλλαγής Θεσσαλονίκης, φέρομεν εις γνώσιν των ενδιαφερομένων ότι διά Νομοθ. Διατάγματος καθωρίσθη ο τρόπος της οριστικής αποκαταστάσεως των κατά το από του Οκτωβρίου 1912 μέχρι Σεπτεμβρίου 1922 χρονικόν διάστημα συναφθεισών αγοραπωλησιών επί αγροτικών και αστικών ακινήτων. [241, 110, 465, 393]
municipality-heading: ΔΗΜΑΡΧΙΑ ΘΕΣΣΑΛΟΝΙΚΗΣ [263, 45, 443, 89]
announcement-heading: ΑΝΑΚΟΙΝΩΣΙΣ [273, 904, 433, 927]
sale-factory: ΕΡΓΟΣΤΑΣΙΟΝ [54, 1136, 179, 1155]
column-3: Η ΚΑΘΗΜΕΡΙΝΗ ΖΩΗ Στο Περιθώριο Ο ΜΗΤΣΟΣ Ο Μήτσος είναι ένα μικρό παιδί που ζει στο περιθώριο της πόλεως. Κάθε πρωί κατεβαίνει εις την αγοράν και πωλεί εφημερίδας. Είνε ορφανός και ζει με την γιαγιά του εις μίαν μικράν καλύβην. Ο Μήτσος όμως ονειρεύεται και αυτός ένα καλύτερο αύριο, μια ζωή χωρίς πείνα και χωρίς κρύο. Όταν τελειώνη η ημέρα, γυρίζει κουρασμένος στην καλύβη, κάθεται κοντά στη φωτιά και ακούει την γιαγιά να του λέη παραμύθια για βασιλόπουλα και νεράιδες. Κι εκείνος κλείνει τα μάτια και ονειρεύεται πως είνε κι αυτός ένα βασιλόπουλο. Το πρωί όμως ξυπνά πάλι φτωχός, παίρνει τις εφημερίδες του και κατεβαίνει στην πόλη, φωνάζοντας τα νέα της ημέρας στους δρόμους. ΕΛΛΗ ΑΝΑΤΟΛΙΤΙΚΟΙ ΣΤΙΧΟΙ ΛΟΓΙΑ ΕΡΩΤΙΚΑ Είπα ο ουρανός της αγάπης θα μας σκεπάση, είπα ο καιρός θα περάση και η καρδιά θα ησυχάση. Μα εσύ έφυγες σαν το πουλί το πρωί και η νύχτα ήρθε χωρίς αστέρια. Η αγάπη είνε σαν το ρόδο, ανθίζει την άνοιξη και μαραίνεται το φθινόπωρο. Μα το άρωμά του μένει για πάντα στην καρδιά εκείνου που το αγάπησε. ΤΟΥ ΧΑΦΙΖ ΕΛΛΗΝΙΚΗ ΠΟΙΗΣΙΣ ΕΣΠΕΡΙΝΟΣ Ο ήλιος γονατίζει στο βουνό και πέφτει σαν χρυσό φύλλο στην θάλασσα. Οι καμπάνες του εσπερινού σημαίνουν γλυκά πάνω από τα κεραμίδια και η μέρα σβύνει σιγά σιγά. Κλεάνθη Αλεξανδρίδη ΚΑΙ ΓΙΑ ΤΑΣ ΚΥΡΙΑΣ Η ΕΦΕΤΕΙΝΗ ΜΟΔΑ Το φόρεμα του χειμώνος φέτος είνε κοντό και ίσιο. Τα υφάσματα προτιμώνται βαρειά και μάλλινα, με χρώματα σκούρα. Τα καπέλλα μικρά και σφικτά στο κεφάλι. Αι γούνες κατέχουν πάλιν την πρώτην θέσιν. Αι κυρίαι φέτος προτιμούν τα απλά και κομψά σχέδια με ολίγα στολίδια. Τα παπούτσια είνε χαμηλά με μικρά τακούνια και τα γάντια μακριά. Διά τας βραδυνάς εμφανίσεις επικρατούν τα μεταξωτά φορέματα με κεντήματα από χάνδρες. ΕΥΧΑΡΙΣΤΗΡΙΟΝ Καθήκον μας επιβάλλεται να ευχαριστήσωμεν θερμώς όλους όσους συνέδραμον και εξέφρασαν την συμπάθειάν των εις το πένθος μας. Η οικογένεια Π. ΛΕΜΠΕΛΟΥ ΔΩΡΕΑ Το Δ. Σ. του Συλλόγου «Μελίσσια» ευχαριστεί δημοσία την κ. Καλλιόπην διά την δωρεάν 500 δρ. υπέρ του ταμείου. Α. ΣΥΡΡΟΣ ΔΙΚΗΓΟΡΟΣ [473, 44, 728, 2170]
clinic-specialties: ΧΕΙΡΟΥΡΓΙΚΑ - ΓΥΝΑΙΚΟΛΟΓΙΚΑ - ΟΡΘΟΠΕΔΙΚΑ [1160, 808, 1580, 827]
oriental-signature: ΤΟΥ ΧΑΦΙΖ [638, 845, 714, 861]
province-title-box [934, 67, 1132, 123]
ladies-heading: ΚΑΙ ΓΙΑ ΤΑΣ ΚΥΡΙΑΣ [512, 1052, 687, 1071]
margin-heading: Στο Περιθώριο [518, 172, 681, 195]
serial-body-2: Η Νόρα όμως ήτο ήδη πολύ μακράν από εκεί. Η σκέψις της ήτο εις το παλαιόν σπίτι της Ιρλανδίας, εις τα πράσινα λιβάδια, εις την θάλασσαν που εκτυπούσε τα βράχια. Εκεί ήτο ευτυχής... — Η Νόρα μου, την είπε, μη φοβείσαι τίποτε. Ό,τι και να γίνη, εγώ θα είμαι κοντά σου. Η αγάπη μου δεν θα σβύση ποτέ... [1146, 153, 1594, 583]
municipality-signature: Ο Δήμαρχος Γ. ΣΥΡΟΥΚΗΣ [281, 594, 459, 610]
province-kicker: ΕΠΑΡΧΙΑΚΗ ΖΩΗ [958, 45, 1108, 63]
loss-heading: ΑΠΩΛΕΙΑ [301, 1840, 405, 1863]
logo-title: ΜΑΚΕΔΟΝΙΑ [16, 57, 221, 90]
clinic-title: ΜΕΓΑΛΗ ΚΛΙΝΙΚΗ ΧΕΙΡΟΥΡΓΙΚΗ [1159, 604, 1581, 631]
notice-agent: Κωνσταντίνου 29 [93, 1490, 211, 1506]
elections-heading: Ο ΕΠΙΛΟΓΟΣ ΤΩΝ ΕΚΛΟΓΩΝ [956, 188, 1110, 224]
chronicle-4-heading: Εις τον Εμποροεπαγγελματικόν [734, 1653, 940, 1689]
serial-body-1: (Συνέχεια εκ του χθεσινού) — Ναι... έφη, απαντά η Νόρα, αλλά τα μάτια της, διά πρώτην φοράν, εκφράζουν νευρικότητα. — Όλοι τον συμπαθούν τον Ντένις... Είνε παντού αγαπητός και μη μου λέγετε πως δεν το ήξερες. — Όταν πανδρευθή με την δεσποινίδα Κάζαλετ, ενθυμείτε; — Ναι, όταν πανδρευθή με την Αικατερίνην... — Πώμε, της λέγει, δεν τρώγεις, είσαι κουρασμένη. ΚΕΦΑΛΑΙΟΝ ΙΓ' Την ώραν που κάθονταν εις το τραπέζι ήλθε ο Μπλάιθ... Η Νόρα σιωπά. Έβλεπε μόνον τον κήπον από το παράθυρον και σκεπτόταν τον Ντένις και τα λόγια του που της φαίνονταν τόσον παράξενα. — Σοφία, να σού παρουσιάσω την Αικατερίνην, της λέγει και η φωνή της τρέμει ολίγον. [1146, 156, 1363, 544]
notice-body: Η Ουρουγουανή Κυβέρνησις κατόπιν συμβάσεως μετά της Γερμανικής εταιρείας «Χάμβουργ Σουντ» παραχωρεί γαίας εις τους επιθυμούντας να εγκατασταθούν εις Ουρουγουάην. Οι αποίκοι δύνανται να λάβουν τας απαραιτήτους πληροφορίας παρά των πρακτορείων της εταιρείας. [16, 1292, 217, 1486]
theatre-heading: ΘΕΑΤΡΑ [782, 1148, 872, 1171]
sale-body: Μη προσφεύγετε εις τους έξωθεν. Το Αλλαντοποιείον προμηθεύει εις ολόκληρον την Μακεδονίαν ΣΑΛΑΜΙΑ, ΜΟΥΡΤΑΔΕΛΛΕΣ, ΛΟΥΚΑΝΙΚΑ εις πολύ εύθηνας τιμάς. [16, 994, 217, 1099]
